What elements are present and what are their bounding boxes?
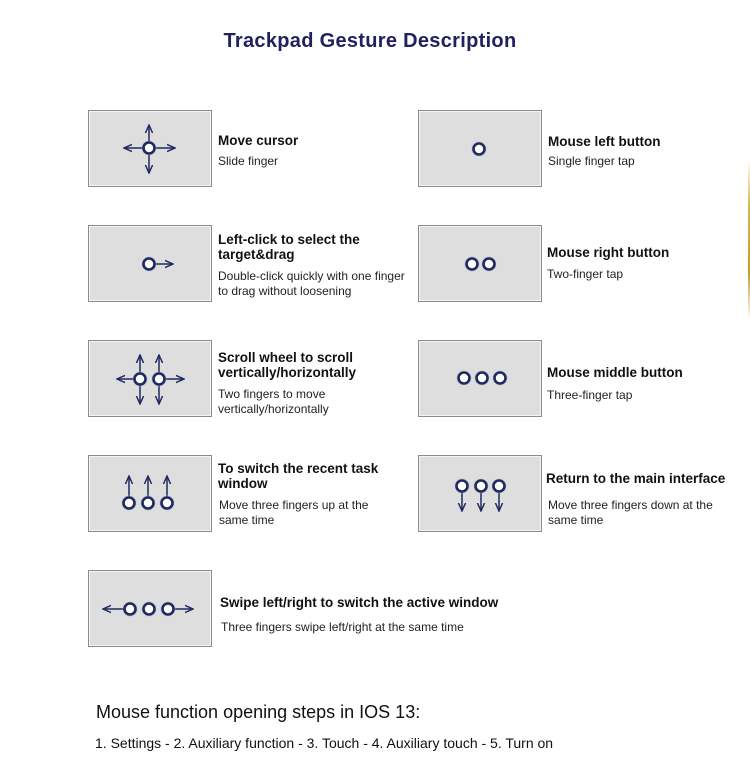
gesture-title: To switch the recent task window xyxy=(218,461,379,491)
gesture-title: Mouse right button xyxy=(547,245,670,260)
drag-icon xyxy=(89,226,211,301)
gesture-desc: Double-click quickly with one finger to drag without loosening xyxy=(218,269,405,298)
move-cursor-icon xyxy=(89,111,211,186)
three-finger-tap-pad xyxy=(418,340,542,417)
three-finger-up-icon xyxy=(89,456,211,531)
steps-title: Mouse function opening steps in IOS 13: xyxy=(96,702,421,722)
three-finger-up-pad xyxy=(88,455,212,532)
gesture-desc: Single finger tap xyxy=(548,154,635,168)
gesture-desc: Move three fingers down at the same time xyxy=(548,498,713,527)
gesture-desc: Three fingers swipe left/right at the same time xyxy=(221,620,464,634)
single-tap-icon xyxy=(419,111,541,186)
scroll-icon xyxy=(89,341,211,416)
gesture-desc: Move three fingers up at the same time xyxy=(219,498,369,527)
three-finger-down-pad xyxy=(418,455,542,532)
drag-pad xyxy=(88,225,212,302)
two-finger-tap-pad xyxy=(418,225,542,302)
gesture-title: Mouse left button xyxy=(548,134,661,149)
page-title: Trackpad Gesture Description xyxy=(223,30,517,52)
gesture-title: Move cursor xyxy=(218,133,299,148)
three-finger-tap-icon xyxy=(419,341,541,416)
gesture-desc: Slide finger xyxy=(218,154,279,168)
gesture-title: Mouse middle button xyxy=(547,365,683,380)
gesture-desc: Three-finger tap xyxy=(547,388,633,402)
single-tap-pad xyxy=(418,110,542,187)
two-finger-tap-icon xyxy=(419,226,541,301)
three-finger-down-icon xyxy=(419,456,541,531)
gesture-title: Scroll wheel to scroll vertically/horizontally xyxy=(218,350,357,380)
move-cursor-pad xyxy=(88,110,212,187)
gesture-title: Left-click to select the target&drag xyxy=(218,232,360,262)
gesture-title: Return to the main interface xyxy=(546,471,726,486)
scroll-pad xyxy=(88,340,212,417)
gesture-desc: Two fingers to move vertically/horizontally xyxy=(218,387,329,416)
gesture-desc: Two-finger tap xyxy=(547,267,624,281)
three-finger-swipe-pad xyxy=(88,570,212,647)
steps-text: 1. Settings - 2. Auxiliary function - 3. Touch - 4. Auxiliary touch - 5. Turn on xyxy=(95,735,554,751)
three-finger-swipe-icon xyxy=(89,571,211,646)
gesture-title: Swipe left/right to switch the active window xyxy=(220,595,499,610)
